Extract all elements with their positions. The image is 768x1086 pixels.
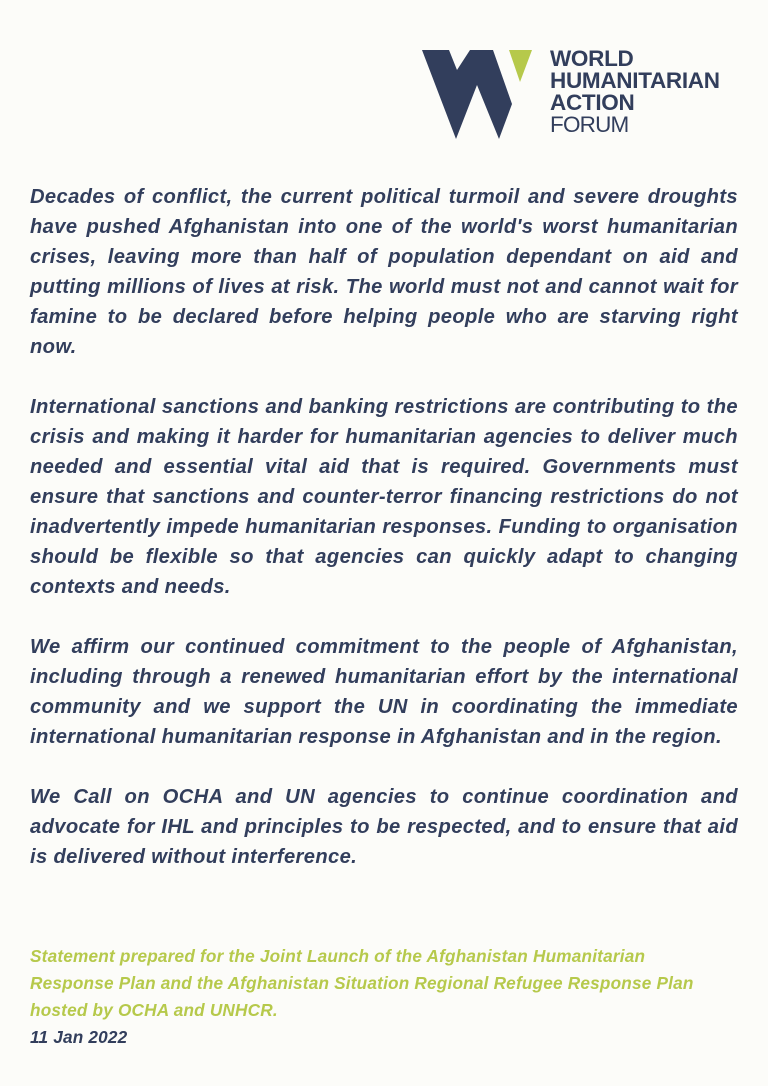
statement-date: 11 Jan 2022 [30,1027,128,1047]
statement-note: Statement prepared for the Joint Launch of the Afghanistan Humanitarian Response Plan and the Afghanistan Situation Regional Refugee Response Plan hosted by OCHA and UNHCR. [30,946,694,1020]
logo-line-world: WORLD [550,46,634,71]
paragraph-sanctions: International sanctions and banking restrictions are contributing to the crisis and making it harder for humanitarian agencies to deliver much needed and essential vital aid that is required. Governments must ensure that sanctions and counter-terror financing restrictions do not inadvertently impede humanitarian responses. Funding to organisation should be flexible so that agencies can quickly adapt to changing contexts and needs. [30,396,738,598]
paragraph-crisis: Decades of conflict, the current political turmoil and severe droughts have pushed Afghanistan into one of the world's worst humanitarian crises, leaving more than half of population dependant on aid and putting millions of lives at risk. The world must not and cannot wait for famine to be declared before helping people who are starving right now. [30,186,738,358]
paragraph-commitment: We affirm our continued commitment to the people of Afghanistan, including through a renewed humanitarian effort by the international community and we support the UN in coordinating the immediate international humanitarian response in Afghanistan and in the region. [30,636,738,748]
logo-line-humanitarian: HUMANITARIAN [550,68,720,93]
logo-green-triangle [509,50,532,82]
logo-line-forum: FORUM [550,112,629,137]
statement-body [30,182,738,902]
logo-w-shape [422,50,512,139]
paragraph-call-on-ocha: We Call on OCHA and UN agencies to continue coordination and advocate for IHL and principles to be respected, and to ensure that aid is delivered without interference. [30,786,738,868]
logo-wordmark [550,48,720,136]
statement-footer [30,943,738,1051]
wham-w-logo-icon [420,48,540,142]
wham-logo [420,48,750,142]
logo-line-action: ACTION [550,90,635,115]
